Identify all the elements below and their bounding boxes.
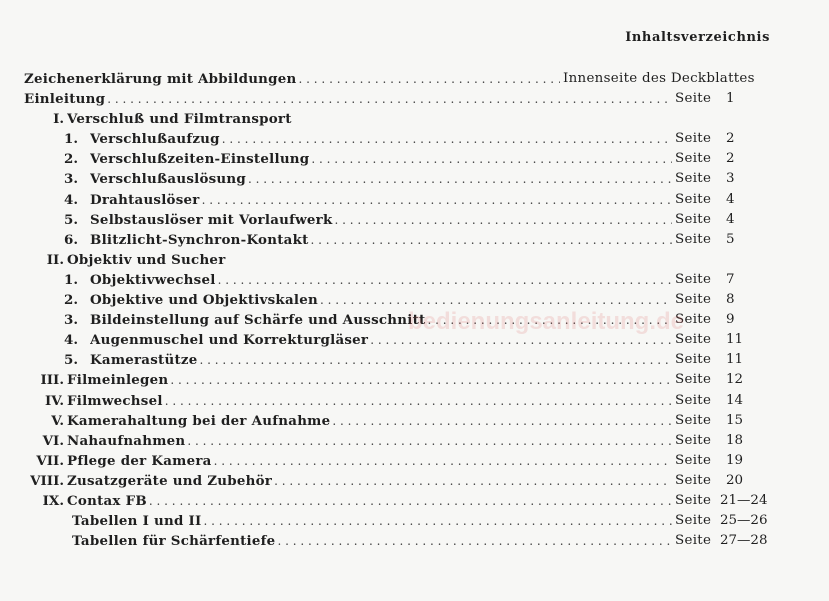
toc-entry-seite-label: Seite [675, 231, 712, 247]
dot-leader [204, 511, 672, 531]
toc-entry-title: Objektivwechsel [90, 271, 216, 288]
dot-leader [149, 491, 672, 511]
toc-entry [0, 531, 829, 551]
toc-entry [0, 451, 829, 471]
toc-entry-page-number: 9 [726, 312, 735, 328]
toc-list [0, 69, 829, 551]
toc-entry [0, 210, 829, 230]
dot-leader [332, 411, 672, 431]
toc-entry-seite-label: Seite [675, 191, 712, 207]
dot-leader [218, 270, 672, 290]
toc-entry-title: Einleitung [24, 91, 106, 108]
toc-entry-number: 1. [64, 131, 78, 148]
toc-entry-page-number: 11 [726, 352, 744, 368]
toc-entry-seite-label: Seite [675, 312, 712, 328]
dot-leader [311, 149, 672, 169]
dot-leader [311, 230, 672, 250]
dot-leader [107, 89, 672, 109]
toc-entry-seite-label: Seite [675, 533, 712, 549]
dot-leader [200, 350, 672, 370]
toc-entry-title: Zeichenerklärung mit Abbildungen [24, 71, 297, 87]
toc-entry-seite-label: Seite [675, 91, 712, 107]
toc-entry-number: III. [40, 372, 64, 389]
toc-entry-page-number: 12 [726, 372, 744, 388]
toc-entry [0, 270, 829, 290]
toc-entry-title: Blitzlicht-Synchron-Kontakt [90, 231, 309, 248]
toc-entry-title: Filmwechsel [67, 392, 163, 409]
dot-leader [299, 69, 560, 89]
toc-entry [0, 310, 829, 330]
toc-entry [0, 370, 829, 390]
toc-entry-title: Verschlußaufzug [90, 131, 220, 148]
toc-entry-number: VIII. [30, 472, 64, 489]
toc-entry-number: 6. [64, 231, 78, 248]
toc-entry-seite-label: Seite [675, 472, 712, 488]
toc-entry-seite-label: Seite [675, 211, 712, 227]
toc-entry [0, 190, 829, 210]
toc-entry-page-number: 4 [726, 211, 735, 227]
toc-entry-title: Kamerahaltung bei der Aufnahme [67, 412, 331, 429]
toc-entry-number: 2. [64, 292, 78, 309]
toc-entry [0, 89, 829, 109]
toc-entry-page-number: 25—26 [720, 513, 768, 529]
toc-entry-title: Filmeinlegen [67, 372, 169, 389]
toc-entry-title: Tabellen für Schärfentiefe [72, 533, 276, 550]
toc-entry-number: 1. [64, 271, 78, 288]
toc-entry [0, 491, 829, 511]
toc-entry-seite-label: Seite [675, 292, 712, 308]
dot-leader [222, 129, 672, 149]
dot-leader [277, 531, 672, 551]
toc-entry-seite-label: Seite [675, 412, 712, 428]
toc-entry-seite-label: Seite [675, 432, 712, 448]
toc-entry [0, 149, 829, 169]
toc-entry-seite-label: Seite [675, 452, 712, 468]
toc-entry-number: IV. [45, 392, 64, 409]
toc-entry-seite-label: Seite [675, 131, 712, 147]
dot-leader [370, 330, 672, 350]
toc-entry [0, 411, 829, 431]
toc-entry-page-number: 27—28 [720, 533, 768, 549]
toc-entry-number: 5. [64, 211, 78, 228]
toc-entry-page-number: 2 [726, 131, 735, 147]
dot-leader [165, 391, 672, 411]
toc-entry-seite-label: Seite [675, 271, 712, 287]
dot-leader [202, 190, 672, 210]
toc-entry-title: Nahaufnahmen [67, 432, 186, 449]
dot-leader [274, 471, 672, 491]
dot-leader [320, 290, 672, 310]
toc-entry-number: VII. [36, 452, 64, 469]
toc-entry-seite-label: Seite [675, 171, 712, 187]
toc-entry-page-number: 15 [726, 412, 744, 428]
toc-entry-title: Objektiv und Sucher [67, 251, 226, 268]
toc-entry-number: IX. [42, 492, 64, 509]
toc-entry-reference: Innenseite des Deckblattes [563, 71, 755, 86]
toc-entry [0, 471, 829, 491]
toc-entry-number: 4. [64, 191, 78, 208]
toc-entry [0, 511, 829, 531]
toc-entry [0, 350, 829, 370]
toc-entry-title: Drahtauslöser [90, 191, 200, 208]
toc-entry [0, 391, 829, 411]
toc-entry-page-number: 1 [726, 91, 735, 107]
toc-entry-title: Contax FB [67, 492, 147, 509]
toc-entry-seite-label: Seite [675, 151, 712, 167]
toc-entry-number: 5. [64, 352, 78, 369]
toc-entry-page-number: 14 [726, 392, 744, 408]
toc-entry-number: I. [53, 111, 64, 128]
toc-entry-seite-label: Seite [675, 372, 712, 388]
toc-entry-seite-label: Seite [675, 513, 712, 529]
toc-entry-title: Augenmuschel und Korrekturgläser [90, 332, 369, 349]
toc-entry-page-number: 11 [726, 332, 744, 348]
toc-entry-title: Verschluß und Filmtransport [67, 111, 292, 128]
toc-entry-page-number: 4 [726, 191, 735, 207]
toc-entry-seite-label: Seite [675, 492, 712, 508]
toc-entry-title: Objektive und Objektivskalen [90, 292, 318, 309]
toc-entry-number: 2. [64, 151, 78, 168]
toc-entry-number: 3. [64, 171, 78, 188]
dot-leader [170, 370, 672, 390]
toc-entry-number: 4. [64, 332, 78, 349]
toc-entry [0, 290, 829, 310]
toc-entry-title: Kamerastütze [90, 352, 198, 369]
toc-entry-page-number: 18 [726, 432, 744, 448]
toc-entry-title: Bildeinstellung auf Schärfe und Ausschnitt [90, 312, 426, 329]
toc-heading: Inhaltsverzeichnis [625, 30, 770, 45]
toc-entry-page-number: 8 [726, 292, 735, 308]
toc-entry-title: Pflege der Kamera [67, 452, 212, 469]
toc-entry-number: VI. [42, 432, 64, 449]
toc-entry-number: II. [46, 251, 64, 268]
toc-entry-number: 3. [64, 312, 78, 329]
toc-entry-seite-label: Seite [675, 352, 712, 368]
dot-leader [187, 431, 672, 451]
toc-entry-page-number: 7 [726, 271, 735, 287]
dot-leader [248, 169, 672, 189]
toc-entry-page-number: 3 [726, 171, 735, 187]
toc-entry-title: Zusatzgeräte und Zubehör [67, 472, 273, 489]
toc-entry-seite-label: Seite [675, 332, 712, 348]
toc-entry [0, 129, 829, 149]
toc-entry [0, 169, 829, 189]
toc-entry-title: Selbstauslöser mit Vorlaufwerk [90, 211, 333, 228]
toc-entry-title: Verschlußzeiten-Einstellung [90, 151, 310, 168]
dot-leader [427, 310, 672, 330]
toc-entry-title: Verschlußauslösung [90, 171, 247, 188]
toc-entry [0, 230, 829, 250]
toc-entry-seite-label: Seite [675, 392, 712, 408]
toc-entry-title: Tabellen I und II [72, 513, 202, 530]
dot-leader [335, 210, 673, 230]
toc-entry [0, 250, 829, 270]
toc-entry [0, 69, 829, 89]
dot-leader [214, 451, 672, 471]
toc-entry [0, 330, 829, 350]
toc-entry-page-number: 20 [726, 472, 744, 488]
toc-entry-page-number: 5 [726, 231, 735, 247]
toc-entry-page-number: 21—24 [720, 492, 768, 508]
toc-entry [0, 431, 829, 451]
toc-entry-page-number: 19 [726, 452, 744, 468]
watermark: bedienungsanleitung.de [408, 308, 685, 335]
toc-entry [0, 109, 829, 129]
toc-entry-page-number: 2 [726, 151, 735, 167]
toc-entry-number: V. [51, 412, 64, 429]
